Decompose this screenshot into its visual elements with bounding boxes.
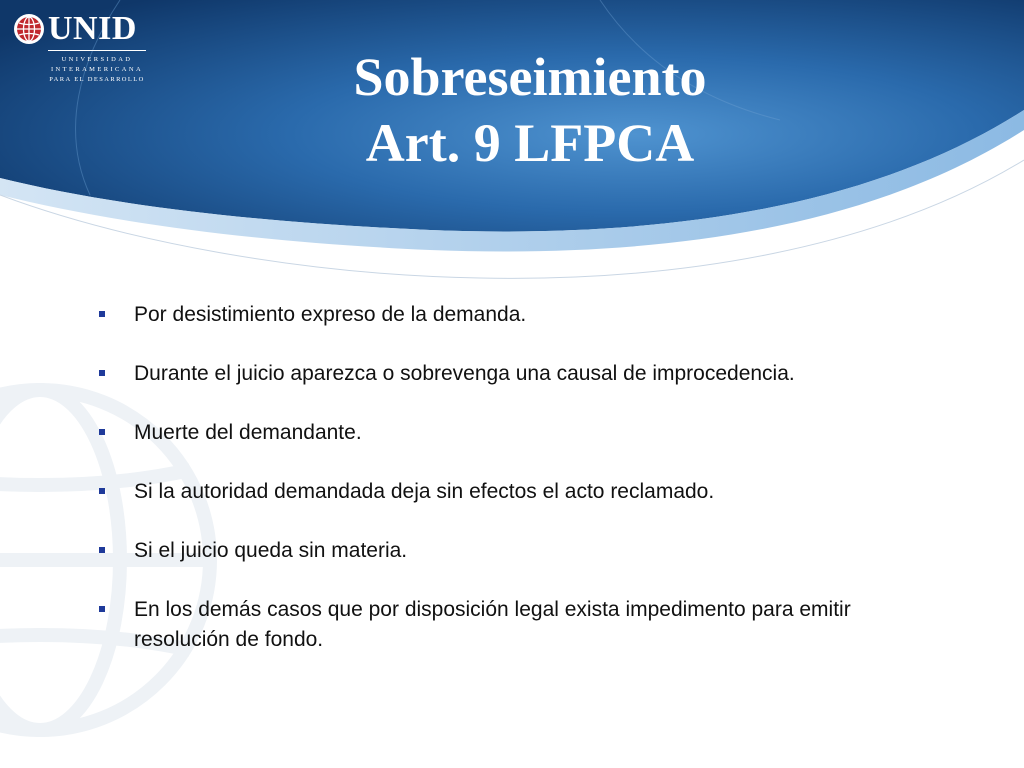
bullet-text: Si el juicio queda sin materia. <box>134 539 408 562</box>
logo-subtitle-line2: INTERAMERICANA <box>50 66 144 73</box>
bullet-item <box>96 418 916 448</box>
unid-logo <box>12 12 147 82</box>
bullet-marker-icon <box>99 547 105 553</box>
slide-title-line2: Art. 9 LFPCA <box>365 113 695 173</box>
bullet-marker-icon <box>99 606 105 612</box>
logo-subtitle-line3: PARA EL DESARROLLO <box>49 76 145 83</box>
bullet-text: Si la autoridad demandada deja sin efectos el acto reclamado. <box>134 480 715 503</box>
globe-icon <box>12 12 46 46</box>
logo-divider <box>48 50 146 51</box>
bullet-text: Por desistimiento expreso de la demanda. <box>134 303 527 326</box>
slide-title <box>300 44 760 176</box>
bullet-item <box>96 300 916 330</box>
bullet-item <box>96 359 916 389</box>
bullet-marker-icon <box>99 311 105 317</box>
bullet-marker-icon <box>99 429 105 435</box>
bullet-list <box>96 300 916 684</box>
bullet-text: En los demás casos que por disposición legal exista impedimento para emitir resolución de fondo. <box>134 598 851 651</box>
bullet-item <box>96 536 916 566</box>
logo-wordmark: UNID <box>48 10 137 47</box>
logo-subtitle-line1: UNIVERSIDAD <box>61 56 133 63</box>
bullet-marker-icon <box>99 370 105 376</box>
bullet-text: Durante el juicio aparezca o sobrevenga una causal de improcedencia. <box>134 362 795 385</box>
slide-title-line1: Sobreseimiento <box>353 47 707 107</box>
bullet-item <box>96 595 916 655</box>
bullet-marker-icon <box>99 488 105 494</box>
bullet-text: Muerte del demandante. <box>134 421 362 444</box>
bullet-item <box>96 477 916 507</box>
